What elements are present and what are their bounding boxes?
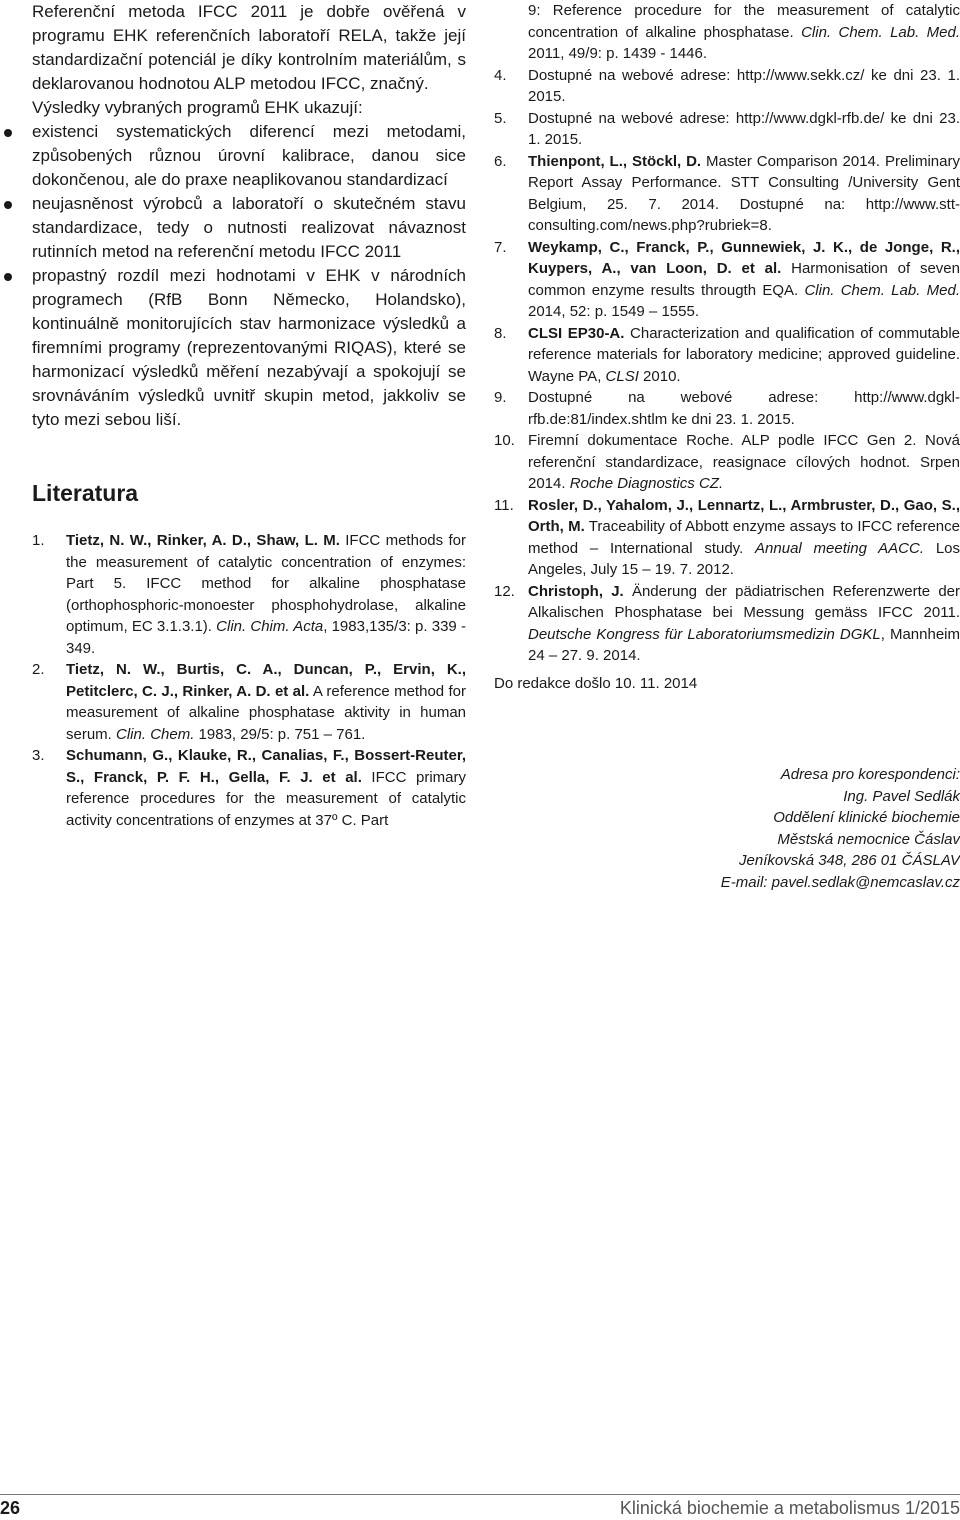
address-street: Jeníkovská 348, 286 01 ČÁSLAV — [739, 852, 960, 869]
reference-list-left — [32, 530, 466, 831]
reference-item: 2. Tietz, N. W., Burtis, C. A., Duncan, P., Ervin, K., Petitclerc, C. J., Rinker, A. D. et al. A reference method for measurement of alkaline phosphatase aktivity in human serum. Clin. Chem. 1983, 29/5: p. 751 – 761. — [32, 661, 466, 743]
address-hospital: Městská nemocnice Čáslav — [777, 830, 960, 848]
bullet-dot-icon — [4, 201, 12, 209]
reference-item: 4. Dostupné na webové adrese: http://www.sekk.cz/ ke dni 23. 1. 2015. — [494, 66, 960, 105]
page-number: 26 — [0, 1498, 21, 1518]
bullet-item: propastný rozdíl mezi hodnotami v EHK v národních programech (RfB Bonn Německo, Holandsko), kontinuálně monitorujících stav harmonizace výsledků a firemními programy (reprezentovanými RIQAS), které se harmonizací výsledků měření nezabývají a spokojují se srovnáváním výsledků uvnitř skupin metod, jakkoliv se tyto mezi sebou liší. — [32, 264, 466, 432]
reference-item: 5. Dostupné na webové adrese: http://www.dgkl-rfb.de/ ke dni 23. 1. 2015. — [494, 109, 960, 148]
reference-item: 3. Schumann, G., Klauke, R., Canalias, F., Bossert-Reuter, S., Franck, P. F. H., Gella, F. J. et al. IFCC primary reference procedures for the measurement of catalytic activity concentrations of enzymes at 37º C. Part — [32, 747, 466, 829]
bullet-dot-icon — [4, 129, 12, 137]
reference-continuation: 9: Reference procedure for the measurement of catalytic concentration of alkaline phosphatase. Clin. Chem. Lab. Med. 2011, 49/9: p. 1439 - 1446. — [528, 2, 960, 62]
reference-item: 9. Dostupné na webové adrese: http://www.dgkl-rfb.de:81/index.shtlm ke dni 23. 1. 2015. — [494, 389, 960, 428]
reference-item: 10. Firemní dokumentace Roche. ALP podle IFCC Gen 2. Nová referenční standardizace, reasignace cílových hodnot. Srpen 2014. Roche Diagnostics CZ. — [494, 432, 960, 492]
journal-name: Klinická biochemie a metabolismus 1/2015 — [619, 1498, 960, 1518]
results-lead: Výsledky vybraných programů EHK ukazují: — [32, 98, 363, 117]
reference-item: 7. Weykamp, C., Franck, P., Gunnewiek, J. K., de Jonge, R., Kuypers, A., van Loon, D. et al. Harmonisation of seven common enzyme results througth EQA. Clin. Chem. Lab. Med. 2014, 52: p. 1549 – 1555. — [494, 238, 960, 320]
right-column — [494, 0, 960, 891]
results-bullet-list — [32, 120, 466, 432]
reference-list-right — [494, 65, 960, 667]
address-department: Oddělení klinické biochemie — [773, 809, 960, 826]
reference-item: 8. CLSI EP30-A. Characterization and qualification of commutable reference materials for laboratory medicine; approved guideline. Wayne PA, CLSI 2010. — [494, 324, 960, 385]
correspondence-address — [721, 764, 960, 893]
address-label: Adresa pro korespondenci: — [780, 766, 960, 783]
left-column — [32, 0, 466, 831]
bullet-dot-icon — [4, 273, 12, 281]
bullet-item: neujasněnost výrobců a laboratoří o skutečném stavu standardizace, tedy o nutnosti realizovat návaznost rutinních metod na referenční metodu IFCC 2011 — [32, 192, 466, 264]
bullet-item: existenci systematických diferencí mezi metodami, způsobených různou úrovní kalibrace, danou sice dokončenou, ale do praxe neaplikovanou standardizací — [32, 120, 466, 192]
address-email: E-mail: pavel.sedlak@nemcaslav.cz — [720, 873, 960, 891]
reference-item: 6. Thienpont, L., Stöckl, D. Master Comparison 2014. Preliminary Report Assay Performance. STT Consulting /University Gent Belgium, 25. 7. 2014. Dostupné na: http://www.stt-consulting.com/news.php?rubriek=8. — [494, 152, 960, 234]
intro-paragraph: Referenční metoda IFCC 2011 je dobře ověřená v programu EHK referenčních laboratoří RELA, takže její standardizační potenciál je díky kontrolním materiálům, s deklarovanou hodnotou ALP metodou IFCC, značný. — [32, 2, 466, 93]
address-name: Ing. Pavel Sedlák — [843, 787, 960, 805]
received-date: Do redakce došlo 10. 11. 2014 — [494, 674, 698, 692]
reference-item: 12. Christoph, J. Änderung der pädiatrischen Referenzwerte der Alkalischen Phosphatase bei Messung gemäss IFCC 2011. Deutsche Kongress für Laboratoriumsmedizin DGKL, Mannheim 24 – 27. 9. 2014. — [494, 582, 960, 664]
literature-heading: Literatura — [32, 480, 139, 506]
reference-item: 11. Rosler, D., Yahalom, J., Lennartz, L., Armbruster, D., Gao, S., Orth, M. Traceability of Abbott enzyme assays to IFCC reference method – International study. Annual meeting AACC. Los Angeles, July 15 – 19. 7. 2012. — [494, 496, 960, 578]
reference-item: 1. Tietz, N. W., Rinker, A. D., Shaw, L. M. IFCC methods for the measurement of catalytic concentration of enzymes: Part 5. IFCC method for alkaline phosphatase (orthophosphoric-monoester phosphohydrolase, alkaline optimum, EC 3.1.3.1). Clin. Chim. Acta, 1983,135/3: p. 339 - 349. — [32, 532, 466, 657]
footer-divider — [0, 1494, 960, 1495]
